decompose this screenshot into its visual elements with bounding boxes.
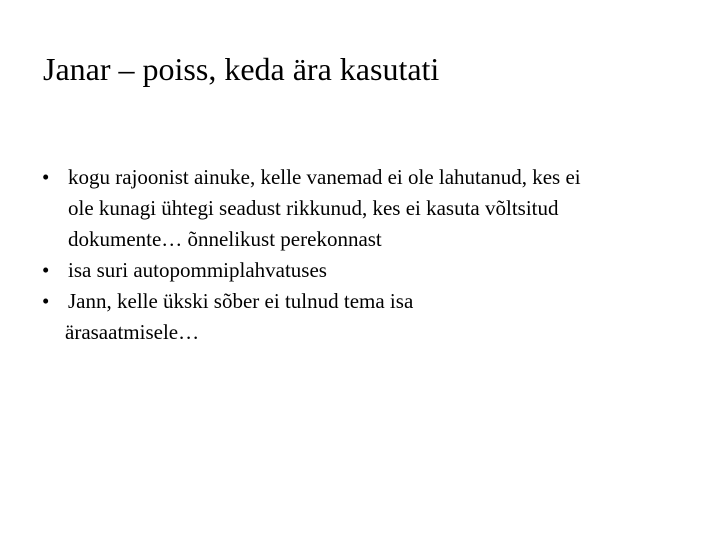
bullet-icon: • bbox=[42, 165, 50, 189]
bullet-line: Jann, kelle ükski sõber ei tulnud tema isa bbox=[68, 289, 414, 313]
bullet-icon: • bbox=[42, 289, 50, 313]
list-item bbox=[42, 255, 682, 286]
bullet-text bbox=[65, 286, 682, 348]
list-item bbox=[42, 162, 682, 255]
bullet-line: kogu rajoonist ainuke, kelle vanemad ei ole lahutanud, kes ei bbox=[68, 165, 581, 189]
bullet-line: isa suri autopommiplahvatuses bbox=[68, 258, 327, 282]
bullet-list bbox=[42, 162, 682, 348]
bullet-line: ärasaatmisele… bbox=[65, 320, 200, 344]
bullet-text bbox=[68, 255, 682, 286]
bullet-icon: • bbox=[42, 258, 50, 282]
slide-title: Janar – poiss, keda ära kasutati bbox=[43, 51, 440, 87]
bullet-text bbox=[68, 162, 682, 255]
bullet-line: dokumente… õnnelikust perekonnast bbox=[68, 227, 382, 251]
bullet-line: ole kunagi ühtegi seadust rikkunud, kes ei kasuta võltsitud bbox=[68, 196, 559, 220]
list-item bbox=[42, 286, 682, 348]
